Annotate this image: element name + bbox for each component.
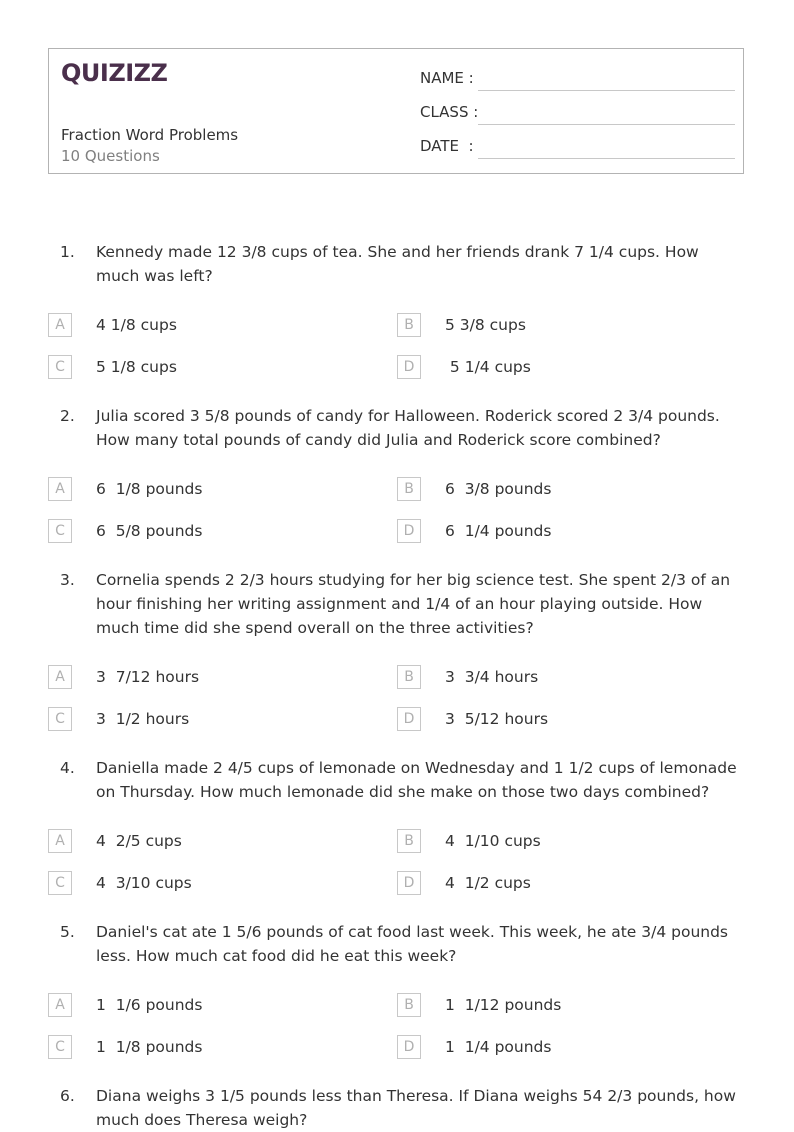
question-count: 10 Questions [61, 147, 160, 165]
option-text: 4 1/8 cups [96, 316, 177, 334]
date-field[interactable] [420, 137, 735, 159]
date-line [478, 158, 735, 159]
question-number: 3. [60, 571, 75, 589]
option-text: 5 1/4 cups [445, 358, 531, 376]
option-text: 1 1/6 pounds [96, 996, 203, 1014]
option-letter: A [48, 477, 72, 501]
option-text: 3 1/2 hours [96, 710, 190, 728]
option-letter: B [397, 829, 421, 853]
question-number: 5. [60, 923, 75, 941]
option-text: 6 3/8 pounds [445, 480, 552, 498]
option-text: 3 7/12 hours [96, 668, 200, 686]
question-text: Daniella made 2 4/5 cups of lemonade on Wednesday and 1 1/2 cups of lemonade on Thursday. How much lemonade did she make on those two days combined? [96, 759, 737, 801]
option-text: 4 3/10 cups [96, 874, 192, 892]
option-text: 4 1/2 cups [445, 874, 531, 892]
question-number: 6. [60, 1087, 75, 1105]
question-text: Daniel's cat ate 1 5/6 pounds of cat food last week. This week, he ate 3/4 pounds less. How much cat food did he eat this week? [96, 923, 729, 965]
question-number: 1. [60, 243, 75, 261]
option-letter: C [48, 707, 72, 731]
option-letter: B [397, 993, 421, 1017]
option-letter: A [48, 313, 72, 337]
worksheet-header [48, 48, 744, 174]
option-text: 1 1/4 pounds [445, 1038, 552, 1056]
option-letter: B [397, 477, 421, 501]
question-text: Julia scored 3 5/8 pounds of candy for Halloween. Roderick scored 2 3/4 pounds. How many total pounds of candy did Julia and Roderick score combined? [96, 407, 720, 449]
question-text: Kennedy made 12 3/8 cups of tea. She and her friends drank 7 1/4 cups. How much was left? [96, 243, 699, 285]
option-letter: A [48, 829, 72, 853]
quizizz-logo: QUIZIZZ [61, 59, 168, 87]
option-letter: B [397, 313, 421, 337]
class-label: CLASS : [420, 103, 479, 121]
option-letter: D [397, 355, 421, 379]
option-text: 1 1/12 pounds [445, 996, 562, 1014]
option-text: 4 2/5 cups [96, 832, 182, 850]
option-letter: D [397, 1035, 421, 1059]
class-field[interactable] [420, 103, 735, 125]
option-letter: C [48, 1035, 72, 1059]
option-text: 3 3/4 hours [445, 668, 539, 686]
option-text: 6 1/4 pounds [445, 522, 552, 540]
option-text: 6 1/8 pounds [96, 480, 203, 498]
name-field[interactable] [420, 69, 735, 91]
name-label: NAME : [420, 69, 474, 87]
option-letter: D [397, 707, 421, 731]
option-text: 5 1/8 cups [96, 358, 177, 376]
option-letter: C [48, 871, 72, 895]
option-letter: D [397, 519, 421, 543]
option-letter: A [48, 665, 72, 689]
option-text: 6 5/8 pounds [96, 522, 203, 540]
question-text: Cornelia spends 2 2/3 hours studying for her big science test. She spent 2/3 of an hour finishing her writing assignment and 1/4 of an hour playing outside. How much time did she spend overall on the three activities? [96, 571, 731, 637]
option-letter: D [397, 871, 421, 895]
name-line [478, 90, 735, 91]
option-text: 5 3/8 cups [445, 316, 526, 334]
question-number: 4. [60, 759, 75, 777]
question-text: Diana weighs 3 1/5 pounds less than Theresa. If Diana weighs 54 2/3 pounds, how much does Theresa weigh? [96, 1087, 736, 1129]
date-label: DATE : [420, 137, 474, 155]
option-letter: A [48, 993, 72, 1017]
option-text: 4 1/10 cups [445, 832, 541, 850]
option-letter: C [48, 519, 72, 543]
class-line [478, 124, 735, 125]
option-text: 1 1/8 pounds [96, 1038, 203, 1056]
option-letter: C [48, 355, 72, 379]
worksheet-title: Fraction Word Problems [61, 126, 239, 144]
question-number: 2. [60, 407, 75, 425]
option-text: 3 5/12 hours [445, 710, 549, 728]
option-letter: B [397, 665, 421, 689]
